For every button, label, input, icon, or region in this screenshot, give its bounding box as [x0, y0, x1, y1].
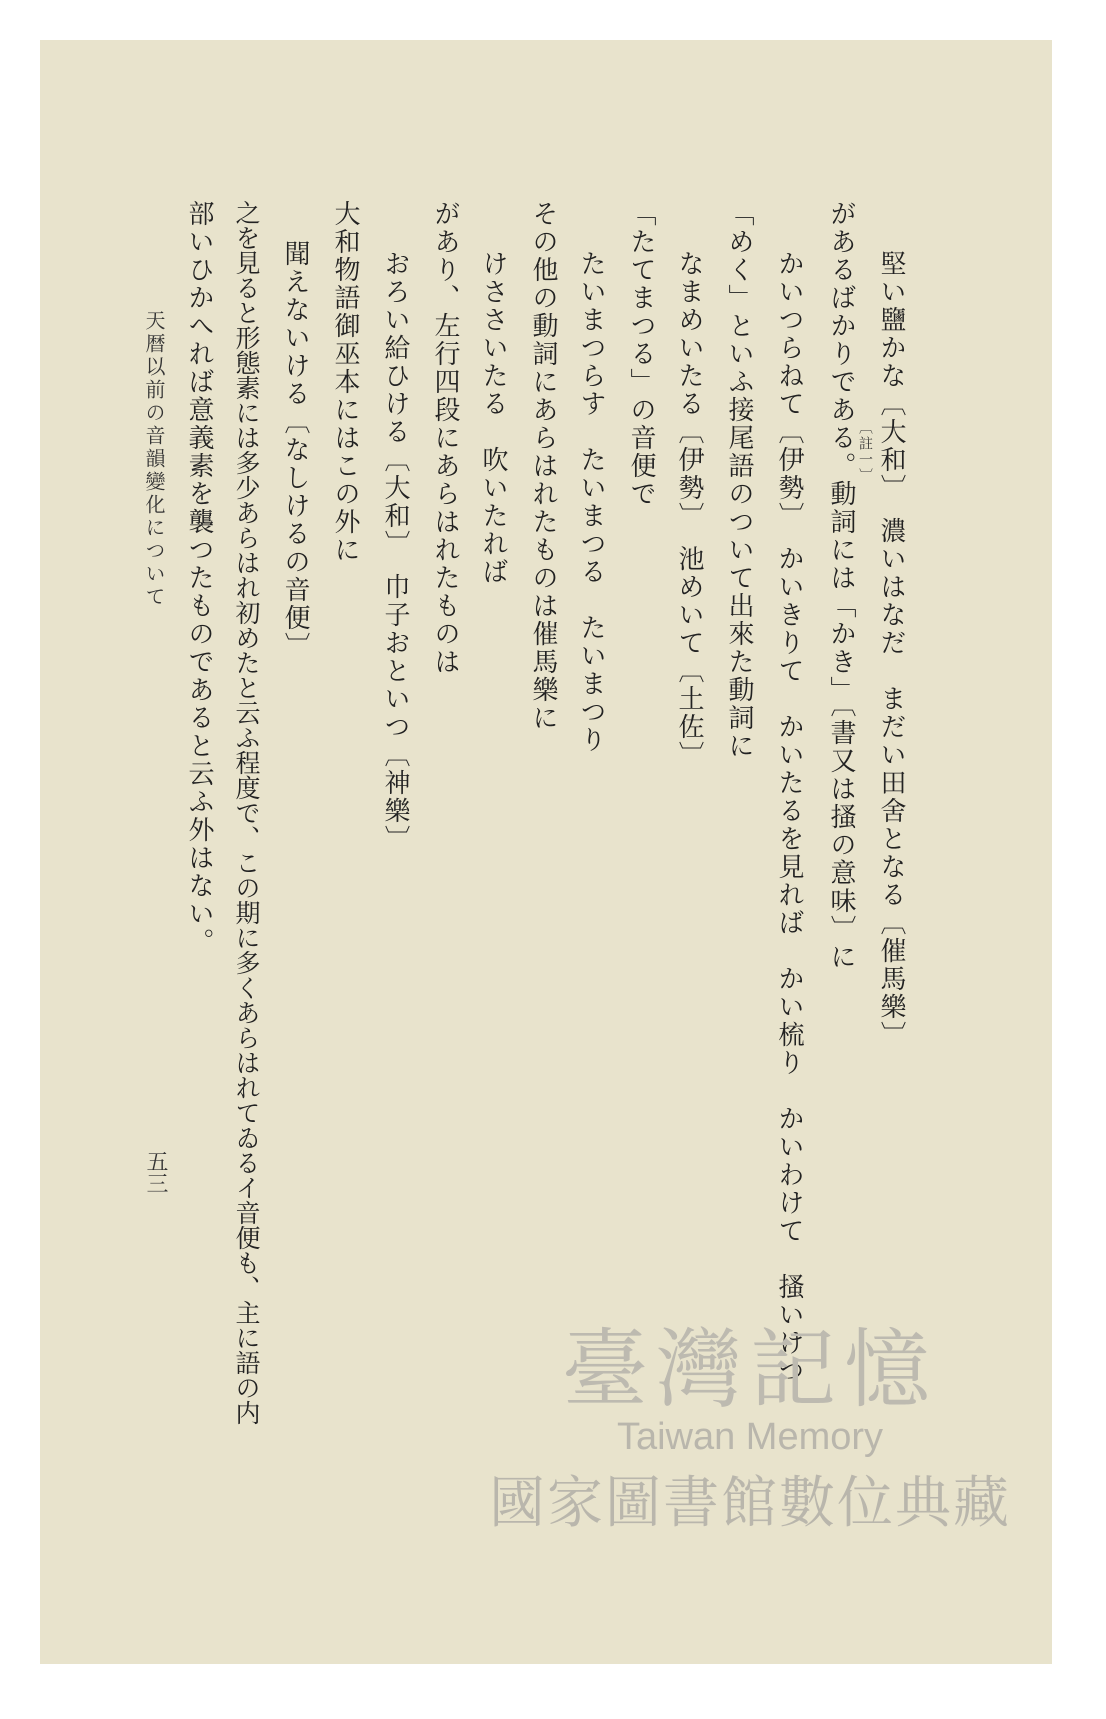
book-page	[40, 40, 1052, 1664]
text-column-6: 「たてまつる」の音便で	[626, 200, 656, 508]
text-column-9: けささいたる 吹いたれば	[478, 250, 508, 586]
text-column-7: たいまつらす たいまつる たいまつり	[576, 250, 606, 754]
running-title: 天暦以前の音韻變化について	[142, 310, 166, 609]
text-column-1: 堅い鹽かな〔大和〕 濃いはなだ まだい田舍となる〔催馬樂〕	[876, 250, 906, 1049]
text-column-4: 「めく」といふ接尾語のついて出來た動詞に	[724, 200, 754, 760]
text-column-12: 大和物語御巫本にはこの外に	[330, 200, 360, 564]
watermark-english: Taiwan Memory	[616, 1416, 884, 1458]
text-column-13: 聞えないける〔なしけるの音便〕	[280, 240, 310, 660]
footnote-marker: 〔註一〕	[857, 420, 873, 484]
text-column-8: その他の動詞にあらはれたものは催馬樂に	[528, 200, 558, 732]
text-column-10: があり、左行四段にあらはれたものは	[430, 200, 460, 676]
watermark-calligraphy: 臺灣記憶	[562, 1320, 938, 1420]
text-column-15: 部いひかへれば意義素を襲つたものであると云ふ外はない。	[184, 200, 214, 956]
text-column-2: があるばかりである。動詞には「かき」〔書又は搔の意味〕に	[826, 200, 856, 971]
page-number: 五三	[143, 1150, 168, 1194]
text-column-14: 之を見ると形態素には多少あらはれ初めたと云ふ程度で、この期に多くあらはれてゐるイ音便も、主に語の内	[232, 200, 261, 1425]
text-column-11: おろい給ひける〔大和〕 巾子おといつ〔神樂〕	[380, 250, 410, 853]
text-column-3: かいつらねて〔伊勢〕 かいきりて かいたるを見れば かい梳り かいわけて 搔いけつ	[774, 250, 804, 1385]
text-column-5: なまめいたる〔伊勢〕 池めいて〔土佐〕	[674, 250, 704, 769]
watermark-chinese: 國家圖書館數位典藏	[489, 1471, 1011, 1536]
